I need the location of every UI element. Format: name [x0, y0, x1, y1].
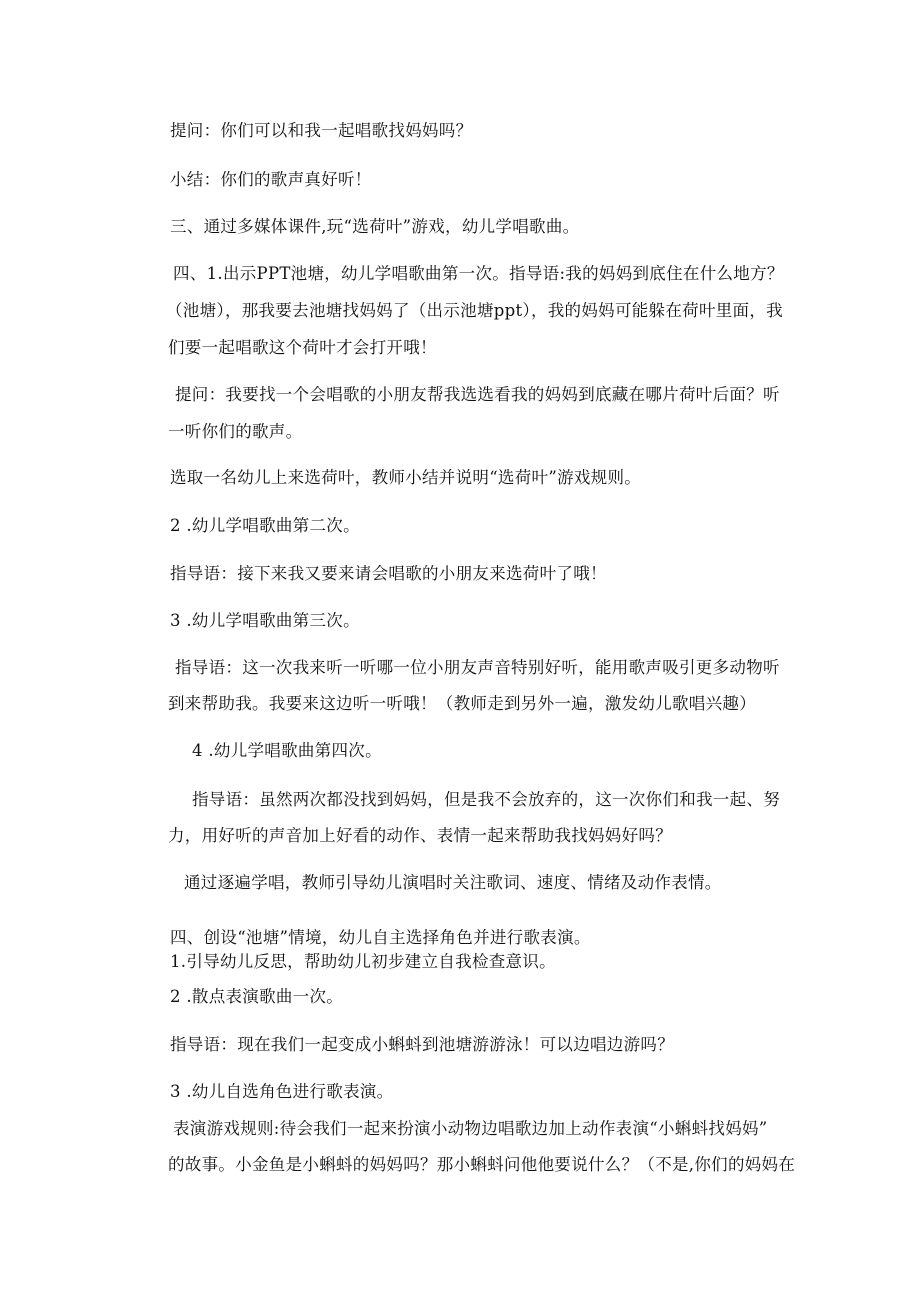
paragraph-step-one-line2: （池塘），那我要去池塘找妈妈了（出示池塘ppt），我的妈妈可能躲在荷叶里面，我 — [166, 301, 783, 320]
paragraph-question-sing: 提问：你们可以和我一起唱歌找妈妈吗？ — [170, 121, 473, 140]
step-four-heading: 4 .幼儿学唱歌曲第四次。 — [192, 741, 382, 760]
section-four-heading: 四、创设“池塘”情境，幼儿自主选择角色并进行歌表演。 — [170, 928, 591, 947]
paragraph-guide-third-line2: 到来帮助我。我要来这边听一听哦！（教师走到另外一遍，激发幼儿歌唱兴趣） — [168, 694, 756, 713]
step-three-heading: 3 .幼儿学唱歌曲第三次。 — [170, 611, 360, 630]
paragraph-select-child: 选取一名幼儿上来选荷叶，教师小结并说明“选荷叶”游戏规则。 — [170, 468, 642, 487]
paragraph-guide-tadpole: 指导语：现在我们一起变成小蝌蚪到池塘游游泳！可以边唱边游吗？ — [170, 1035, 674, 1054]
paragraph-game-rules-line2: 的故事。小金鱼是小蝌蚪的妈妈吗？那小蝌蚪问他他要说什么？（不是,你们的妈妈在 — [168, 1155, 796, 1174]
step-scatter-performance: 2 .散点表演歌曲一次。 — [170, 987, 344, 1006]
paragraph-guide-third-line1: 指导语：这一次我来听一听哪一位小朋友声音特别好听，能用歌声吸引更多动物听 — [175, 658, 780, 677]
section-three-heading: 三、通过多媒体课件,玩“选荷叶”游戏，幼儿学唱歌曲。 — [170, 217, 580, 236]
paragraph-question-lotus-line2: 一听你们的歌声。 — [168, 422, 303, 441]
paragraph-repeat-learning: 通过逐遍学唱，教师引导幼儿演唱时关注歌词、速度、情绪及动作表情。 — [184, 873, 722, 892]
step-two-heading: 2 .幼儿学唱歌曲第二次。 — [170, 516, 360, 535]
paragraph-step-one-line1: 四、1.出示PPT池塘，幼儿学唱歌曲第一次。指导语:我的妈妈到底住在什么地方？ — [173, 264, 784, 283]
paragraph-guide-second: 指导语：接下来我又要来请会唱歌的小朋友来选荷叶了哦！ — [170, 564, 607, 583]
paragraph-question-lotus-line1: 提问：我要找一个会唱歌的小朋友帮我选选看我的妈妈到底藏在哪片荷叶后面？听 — [175, 385, 780, 404]
paragraph-game-rules-line1: 表演游戏规则:待会我们一起来扮演小动物边唱歌边加上动作表演“小蝌蚪找妈妈” — [173, 1119, 768, 1138]
step-reflection: 1.引导幼儿反思，帮助幼儿初步建立自我检查意识。 — [170, 952, 556, 971]
paragraph-step-one-line3: 们要一起唱歌这个荷叶才会打开哦！ — [168, 338, 437, 357]
paragraph-summary: 小结：你们的歌声真好听！ — [170, 170, 372, 189]
paragraph-guide-fourth-line1: 指导语：虽然两次都没找到妈妈，但是我不会放弃的，这一次你们和我一起、努 — [192, 790, 780, 809]
step-choose-role: 3 .幼儿自选角色进行歌表演。 — [170, 1082, 394, 1101]
paragraph-guide-fourth-line2: 力，用好听的声音加上好看的动作、表情一起来帮助我找妈妈好吗？ — [168, 826, 672, 845]
